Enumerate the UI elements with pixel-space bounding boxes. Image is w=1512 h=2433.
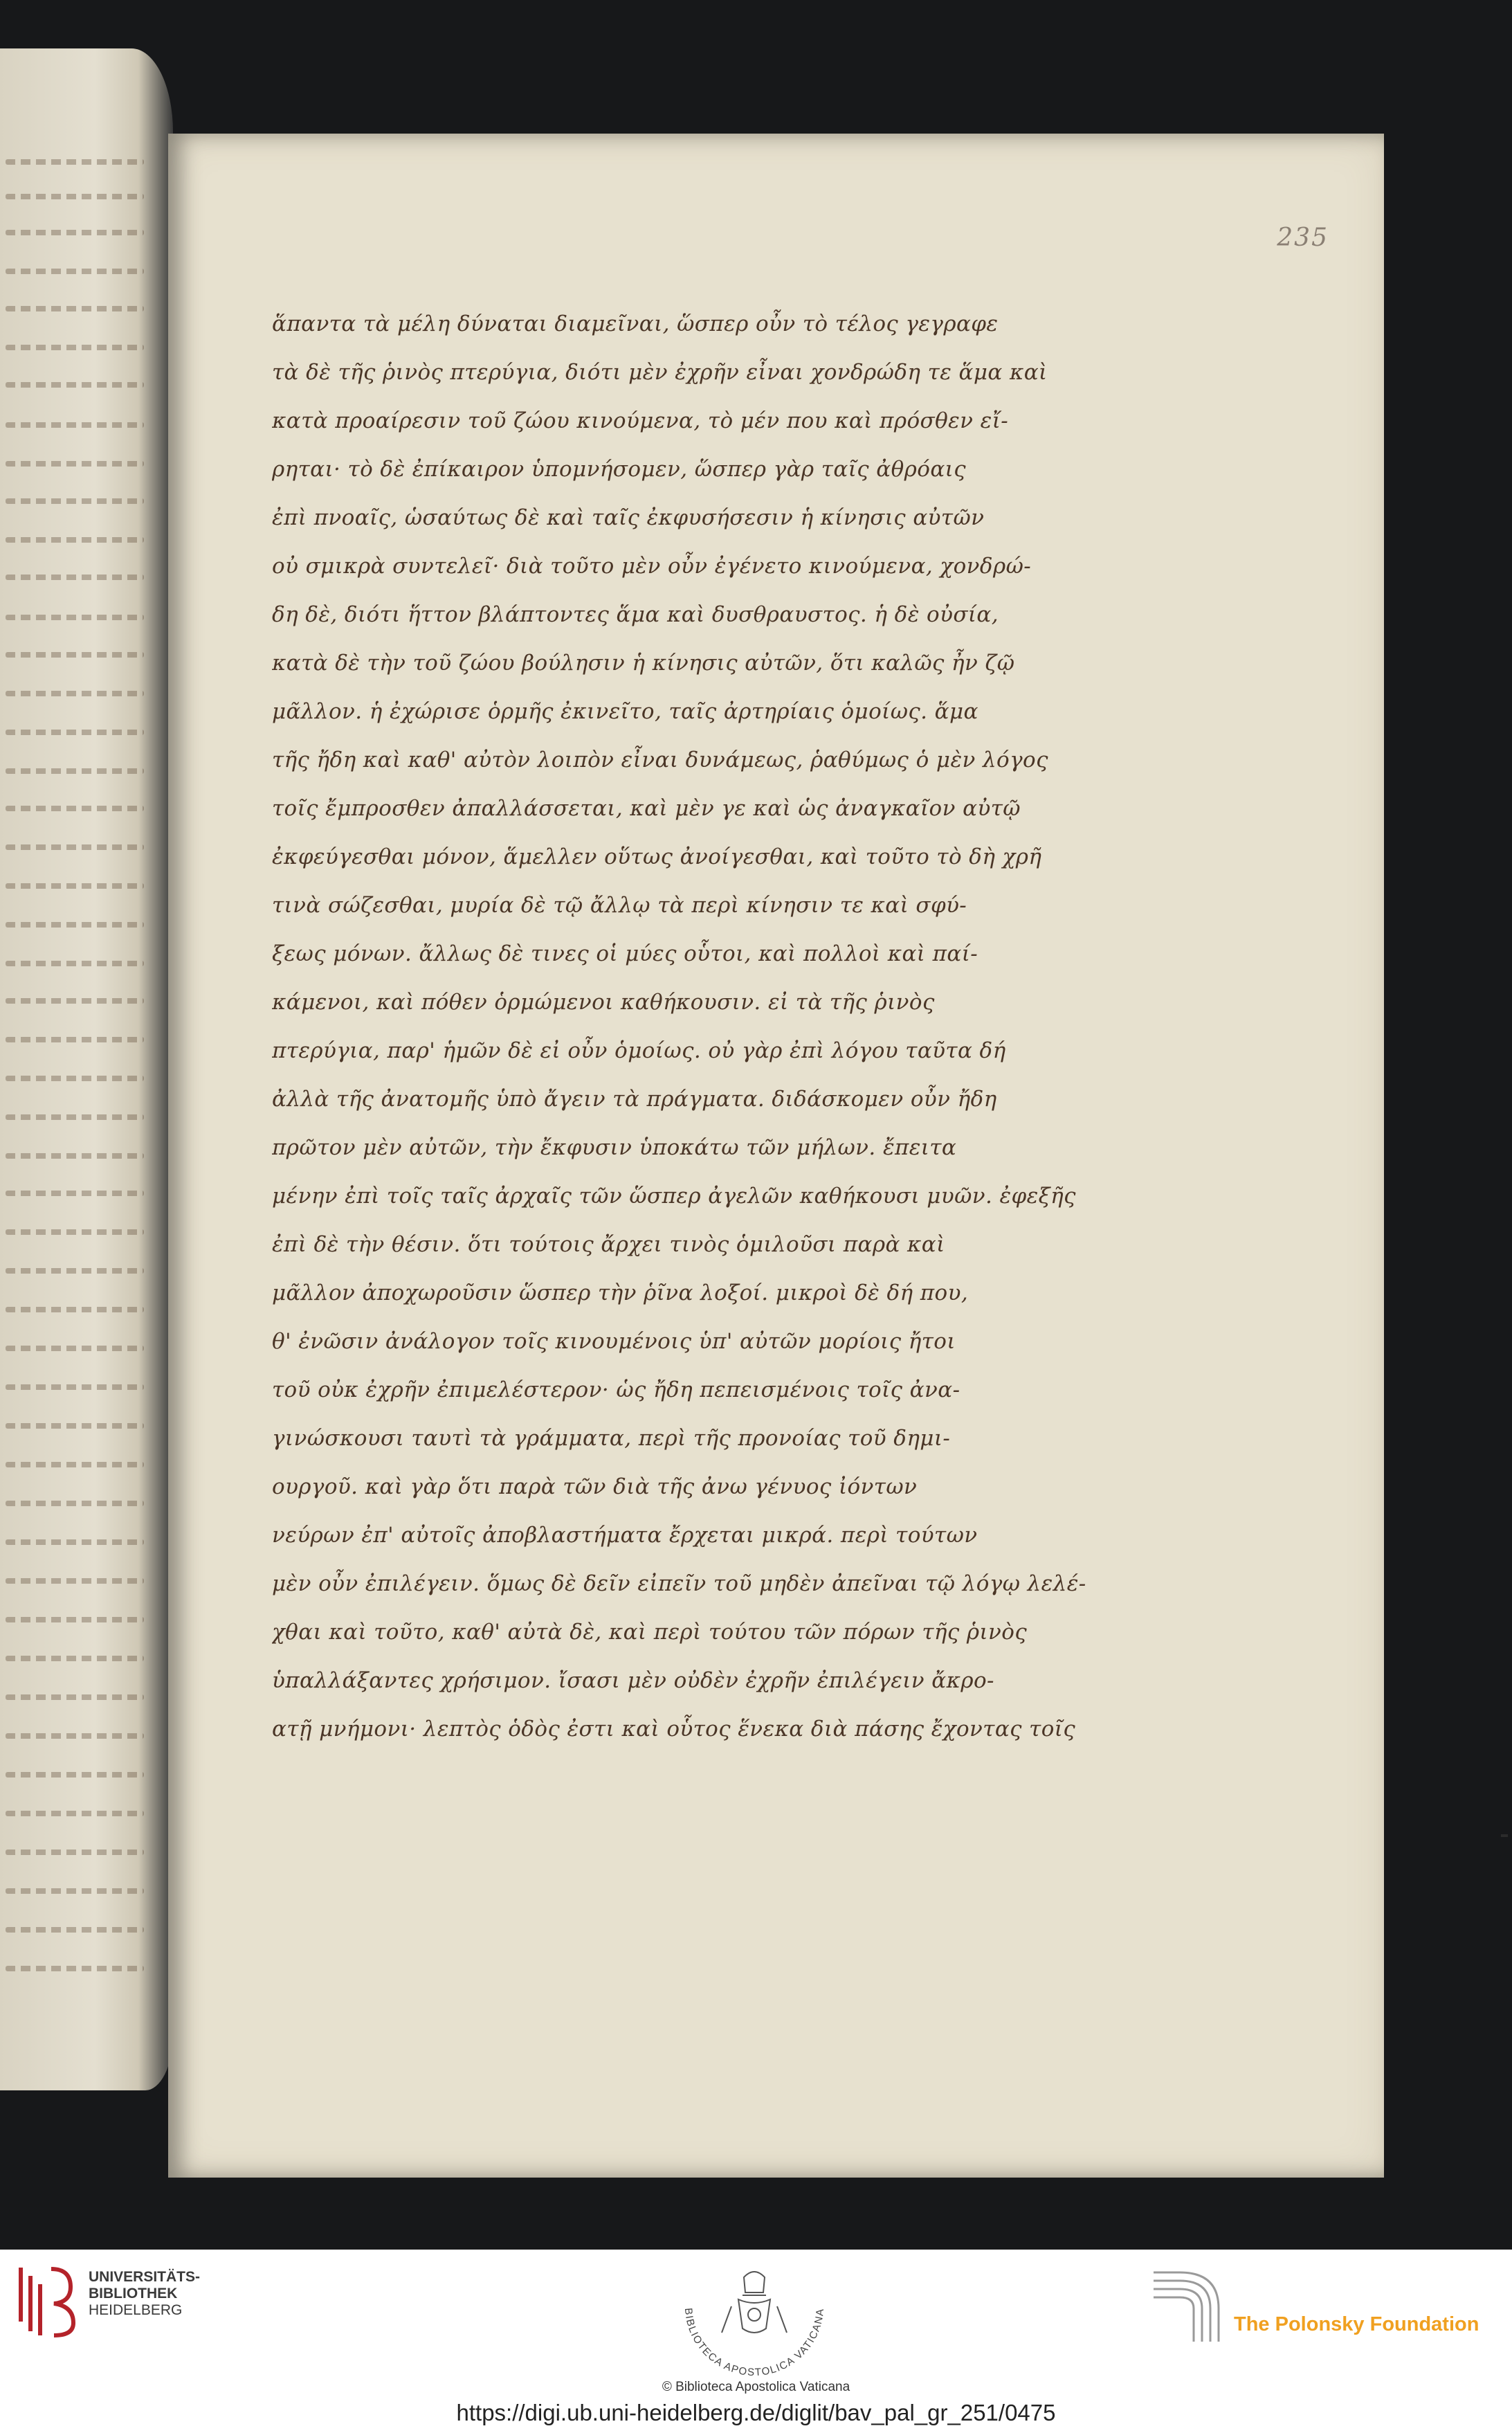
manuscript-line: νεύρων ἐπ' αὐτοῖς ἀποβλαστήματα ἔρχεται μικρά. περὶ τούτων [272,1523,978,1548]
ub-heidelberg-logo-icon [15,2263,78,2340]
manuscript-line: ἐπὶ πνοαῖς, ὡσαύτως δὲ καὶ ταῖς ἐκφυσήσεσιν ἡ κίνησις αὐτῶν [272,505,985,530]
seal-text: BIBLIOTECA APOSTOLICA VATICANA [682,2307,827,2379]
manuscript-line: πρῶτον μὲν αὐτῶν, τὴν ἔκφυσιν ὑποκάτω τῶν μήλων. ἔπειτα [272,1135,957,1160]
ub-name-line: BIBLIOTHEK [89,2286,178,2301]
ub-name-line: HEIDELBERG [89,2302,183,2318]
folio-number: 235 [1277,224,1329,252]
manuscript-line: τῆς ἤδη καὶ καθ' αὐτὸν λοιπὸν εἶναι δυνάμεως, ῥαθύμως ὁ μὲν λόγος [272,748,1048,772]
manuscript-line: θ' ἐνῶσιν ἀνάλογον τοῖς κινουμένοις ὑπ' αὐτῶν μορίοις ἤτοι [272,1329,956,1354]
manuscript-line: κατὰ δὲ τὴν τοῦ ζώου βούλησιν ἡ κίνησις αὐτῶν, ὅτι καλῶς ἦν ζῷ [272,651,1015,676]
manuscript-line: ουργοῦ. καὶ γὰρ ὅτι παρὰ τῶν διὰ τῆς ἀνω γένυος ἰόντων [272,1474,918,1499]
manuscript-line: τὰ δὲ τῆς ῥινὸς πτερύγια, διότι μὲν ἐχρῆν εἶναι χονδρώδη τε ἅμα καὶ [272,360,1048,385]
manuscript-line: γινώσκουσι ταυτὶ τὰ γράμματα, περὶ τῆς προνοίας τοῦ δημι- [272,1426,951,1451]
left-page-edge [0,48,173,2090]
svg-text:BIBLIOTECA APOSTOLICA VATICANA [682,2308,826,2378]
manuscript-line: τοῖς ἔμπροσθεν ἀπαλλάσσεται, καὶ μὲν γε καὶ ὡς ἀναγκαῖον αὐτῷ [272,796,1021,821]
manuscript-line: ατῇ μνήμονι· λεπτὸς ὁδὸς ἐστι καὶ οὗτος ἕνεκα διὰ πάσης ἔχοντας τοῖς [272,1717,1076,1742]
manuscript-line: τινὰ σώζεσθαι, μυρία δὲ τῷ ἄλλῳ τὰ περὶ κίνησιν τε καὶ σφύ- [272,893,967,918]
manuscript-line: ἀλλὰ τῆς ἀνατομῆς ὑπὸ ἄγειν τὰ πράγματα. διδάσκομεν οὖν ἤδη [272,1087,997,1112]
ub-name-line: UNIVERSITÄTS- [89,2269,201,2285]
manuscript-line: ὑπαλλάξαντες χρήσιμον. ἴσασι μὲν οὐδὲν ἐχρῆν ἐπιλέγειν ἄκρο- [272,1668,994,1693]
manuscript-line: κάμενοι, καὶ πόθεν ὁρμώμενοι καθήκουσιν. εἰ τὰ τῆς ῥινὸς [272,990,935,1015]
manuscript-line: οὐ σμικρὰ συντελεῖ· διὰ τοῦτο μὲν οὖν ἐγένετο κινούμενα, χονδρώ- [272,554,1032,579]
polonsky-foundation-logo-icon [1152,2267,1235,2343]
manuscript-line: ἅπαντα τὰ μέλη δύναται διαμεῖναι, ὥσπερ οὖν τὸ τέλος γεγραφε [272,311,999,336]
manuscript-page [168,134,1384,2178]
manuscript-line: μᾶλλον. ἡ ἐχώρισε ὁρμῆς ἐκινεῖτο, ταῖς ἀρτηρίαις ὁμοίως. ἅμα [272,699,978,724]
manuscript-line: μὲν οὖν ἐπιλέγειν. ὅμως δὲ δεῖν εἰπεῖν τοῦ μηδὲν ἀπεῖναι τῷ λόγῳ λελέ- [272,1571,1086,1596]
polonsky-foundation-wordmark: The Polonsky Foundation [1234,2313,1479,2335]
manuscript-line: μένην ἐπὶ τοῖς ταῖς ἀρχαῖς τῶν ὥσπερ ἀγελῶν καθήκουσι μυῶν. ἐφεξῆς [272,1184,1076,1209]
manuscript-line: πτερύγια, παρ' ἡμῶν δὲ εἰ οὖν ὁμοίως. οὐ γὰρ ἐπὶ λόγου ταῦτα δή [272,1038,1006,1063]
manuscript-line: ἐκφεύγεσθαι μόνον, ἅμελλεν οὕτως ἀνοίγεσθαι, καὶ τοῦτο τὸ δὴ χρῆ [272,844,1042,869]
footer [0,2250,1512,2433]
manuscript-line: κατὰ προαίρεσιν τοῦ ζώου κινούμενα, τὸ μέν που καὶ πρόσθεν εἴ- [272,408,1009,433]
manuscript-line: ἐπὶ δὲ τὴν θέσιν. ὅτι τούτοις ἄρχει τινὸς ὁμιλοῦσι παρὰ καὶ [272,1232,945,1257]
permalink-url[interactable]: https://digi.ub.uni-heidelberg.de/diglit/bav_pal_gr_251/0475 [456,2400,1056,2425]
manuscript-line: δη δὲ, διότι ἥττον βλάπτοντες ἅμα καὶ δυσθραυστος. ἡ δὲ οὐσία, [272,602,999,627]
copyright-notice: © Biblioteca Apostolica Vaticana [662,2380,850,2394]
manuscript-line: χθαι καὶ τοῦτο, καθ' αὐτὰ δὲ, καὶ περὶ τούτου τῶν πόρων τῆς ῥινὸς [272,1620,1028,1645]
ub-heidelberg-wordmark [89,2269,200,2319]
manuscript-text [272,300,1282,1753]
manuscript-line: ξεως μόνων. ἄλλως δὲ τινες οἱ μύες οὗτοι, καὶ πολλοὶ καὶ παί- [272,941,978,966]
page-edge-mark [1501,1834,1508,1837]
manuscript-line: ρηται· τὸ δὲ ἐπίκαιρον ὑπομνήσομεν, ὥσπερ γὰρ ταῖς ἀθρόαις [272,457,966,482]
manuscript-line: τοῦ οὐκ ἐχρῆν ἐπιμελέστερον· ὡς ἤδη πεπεισμένοις τοῖς ἀνα- [272,1377,960,1402]
manuscript-line: μᾶλλον ἀποχωροῦσιν ὥσπερ τὴν ῥῖνα λοξοί. μικροὶ δὲ δή που, [272,1281,969,1305]
